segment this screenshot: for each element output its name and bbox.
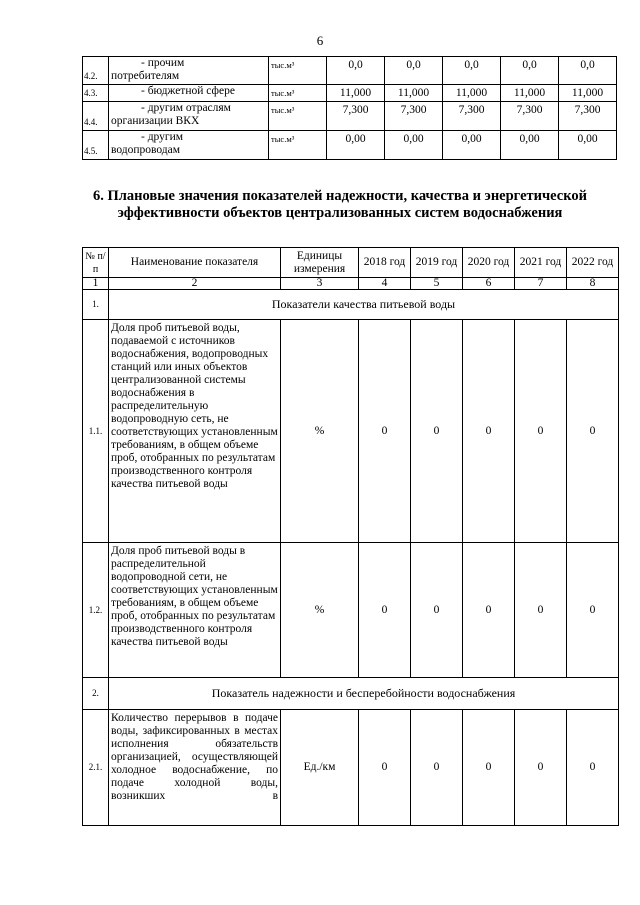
page-number: 6: [316, 33, 324, 48]
row-number: 4.2.: [83, 57, 109, 85]
row-value: 0,0: [443, 57, 501, 85]
column-numbers-row: [83, 278, 619, 290]
row-value: 0: [463, 543, 515, 678]
table-row: [83, 131, 617, 160]
section-heading: Показатель надежности и бесперебойности водоснабжения: [109, 678, 619, 710]
table-row: [83, 85, 617, 102]
row-unit: Ед./км: [281, 710, 359, 826]
header-year: 2019 год: [411, 248, 463, 278]
section-row: [83, 290, 619, 320]
row-number: 2.1.: [83, 710, 109, 826]
row-value: 11,000: [501, 85, 559, 102]
header-unit: Единицы измерения: [281, 248, 359, 278]
row-unit: тыс.м³: [269, 57, 327, 85]
row-value: 0: [411, 710, 463, 826]
row-value: 0,0: [385, 57, 443, 85]
row-unit: %: [281, 543, 359, 678]
section-number: 2.: [83, 678, 109, 710]
row-name: - другим отраслям организации ВКХ: [109, 102, 269, 131]
row-value: 0: [411, 320, 463, 543]
row-value: 0,0: [501, 57, 559, 85]
column-number: 8: [567, 278, 619, 290]
row-value: 0,0: [559, 57, 617, 85]
row-value: 0,00: [385, 131, 443, 160]
section-number: 1.: [83, 290, 109, 320]
row-value: 0,0: [327, 57, 385, 85]
table-row: [83, 320, 619, 543]
header-year: 2021 год: [515, 248, 567, 278]
column-number: 4: [359, 278, 411, 290]
row-value: 0: [515, 320, 567, 543]
row-unit: тыс.м³: [269, 85, 327, 102]
row-name: Количество перерывов в подаче воды, зафиксированных в местах исполнения обязательств организацией, осуществляющей холодное водоснабжение, по подаче холодной воды, возникших в: [109, 710, 281, 826]
row-value: 0: [515, 710, 567, 826]
column-number: 7: [515, 278, 567, 290]
row-name: - другим водопроводам: [109, 131, 269, 160]
row-value: 0,00: [501, 131, 559, 160]
column-number: 2: [109, 278, 281, 290]
row-value: 11,000: [327, 85, 385, 102]
table-row: [83, 102, 617, 131]
row-value: 0: [411, 543, 463, 678]
column-number: 3: [281, 278, 359, 290]
row-value: 0: [515, 543, 567, 678]
table-row: [83, 543, 619, 678]
column-number: 5: [411, 278, 463, 290]
column-number: 1: [83, 278, 109, 290]
row-number: 4.5.: [83, 131, 109, 160]
section-title: 6. Плановые значения показателей надежности, качества и энергетической эффективности объектов централизованных систем водоснабжения: [93, 188, 587, 221]
row-name: - бюджетной сфере: [109, 85, 269, 102]
prev-table: [82, 56, 617, 160]
row-value: 0: [359, 320, 411, 543]
section-row: [83, 678, 619, 710]
row-value: 7,300: [443, 102, 501, 131]
row-value: 0,00: [559, 131, 617, 160]
row-value: 0: [463, 320, 515, 543]
row-unit: тыс.м³: [269, 102, 327, 131]
row-value: 0: [567, 543, 619, 678]
table-row: [83, 57, 617, 85]
row-value: 0: [567, 710, 619, 826]
header-year: 2018 год: [359, 248, 411, 278]
header-year: 2022 год: [567, 248, 619, 278]
row-value: 0,00: [327, 131, 385, 160]
section-heading: Показатели качества питьевой воды: [109, 290, 619, 320]
row-value: 11,000: [443, 85, 501, 102]
row-value: 0: [359, 710, 411, 826]
row-name: Доля проб питьевой воды в распределительной водопроводной сети, не соответствующих установленным требованиям, в общем объеме проб, отобранных по результатам производственного контроля качества питьевой воды: [109, 543, 281, 678]
row-number: 4.4.: [83, 102, 109, 131]
row-value: 0,00: [443, 131, 501, 160]
column-number: 6: [463, 278, 515, 290]
row-name: Доля проб питьевой воды, подаваемой с источников водоснабжения, водопроводных станций или иных объектов централизованной системы водоснабжения в распределительную водопроводную сеть, не соответствующих установленным требованиям, в общем объеме проб, отобранных по результатам производственного контроля качества питьевой воды: [109, 320, 281, 543]
row-value: 11,000: [385, 85, 443, 102]
row-name: - прочим потребителям: [109, 57, 269, 85]
row-value: 0: [567, 320, 619, 543]
row-value: 0: [359, 543, 411, 678]
table-row: [83, 710, 619, 826]
row-value: 7,300: [385, 102, 443, 131]
row-unit: %: [281, 320, 359, 543]
indicators-table: [82, 247, 619, 826]
header-name: Наименование показателя: [109, 248, 281, 278]
row-value: 7,300: [559, 102, 617, 131]
row-number: 1.1.: [83, 320, 109, 543]
header-year: 2020 год: [463, 248, 515, 278]
row-value: 0: [463, 710, 515, 826]
row-value: 7,300: [327, 102, 385, 131]
row-value: 11,000: [559, 85, 617, 102]
table-header-row: [83, 248, 619, 278]
row-value: 7,300: [501, 102, 559, 131]
row-unit: тыс.м³: [269, 131, 327, 160]
header-num: № п/п: [83, 248, 109, 278]
row-number: 1.2.: [83, 543, 109, 678]
row-number: 4.3.: [83, 85, 109, 102]
